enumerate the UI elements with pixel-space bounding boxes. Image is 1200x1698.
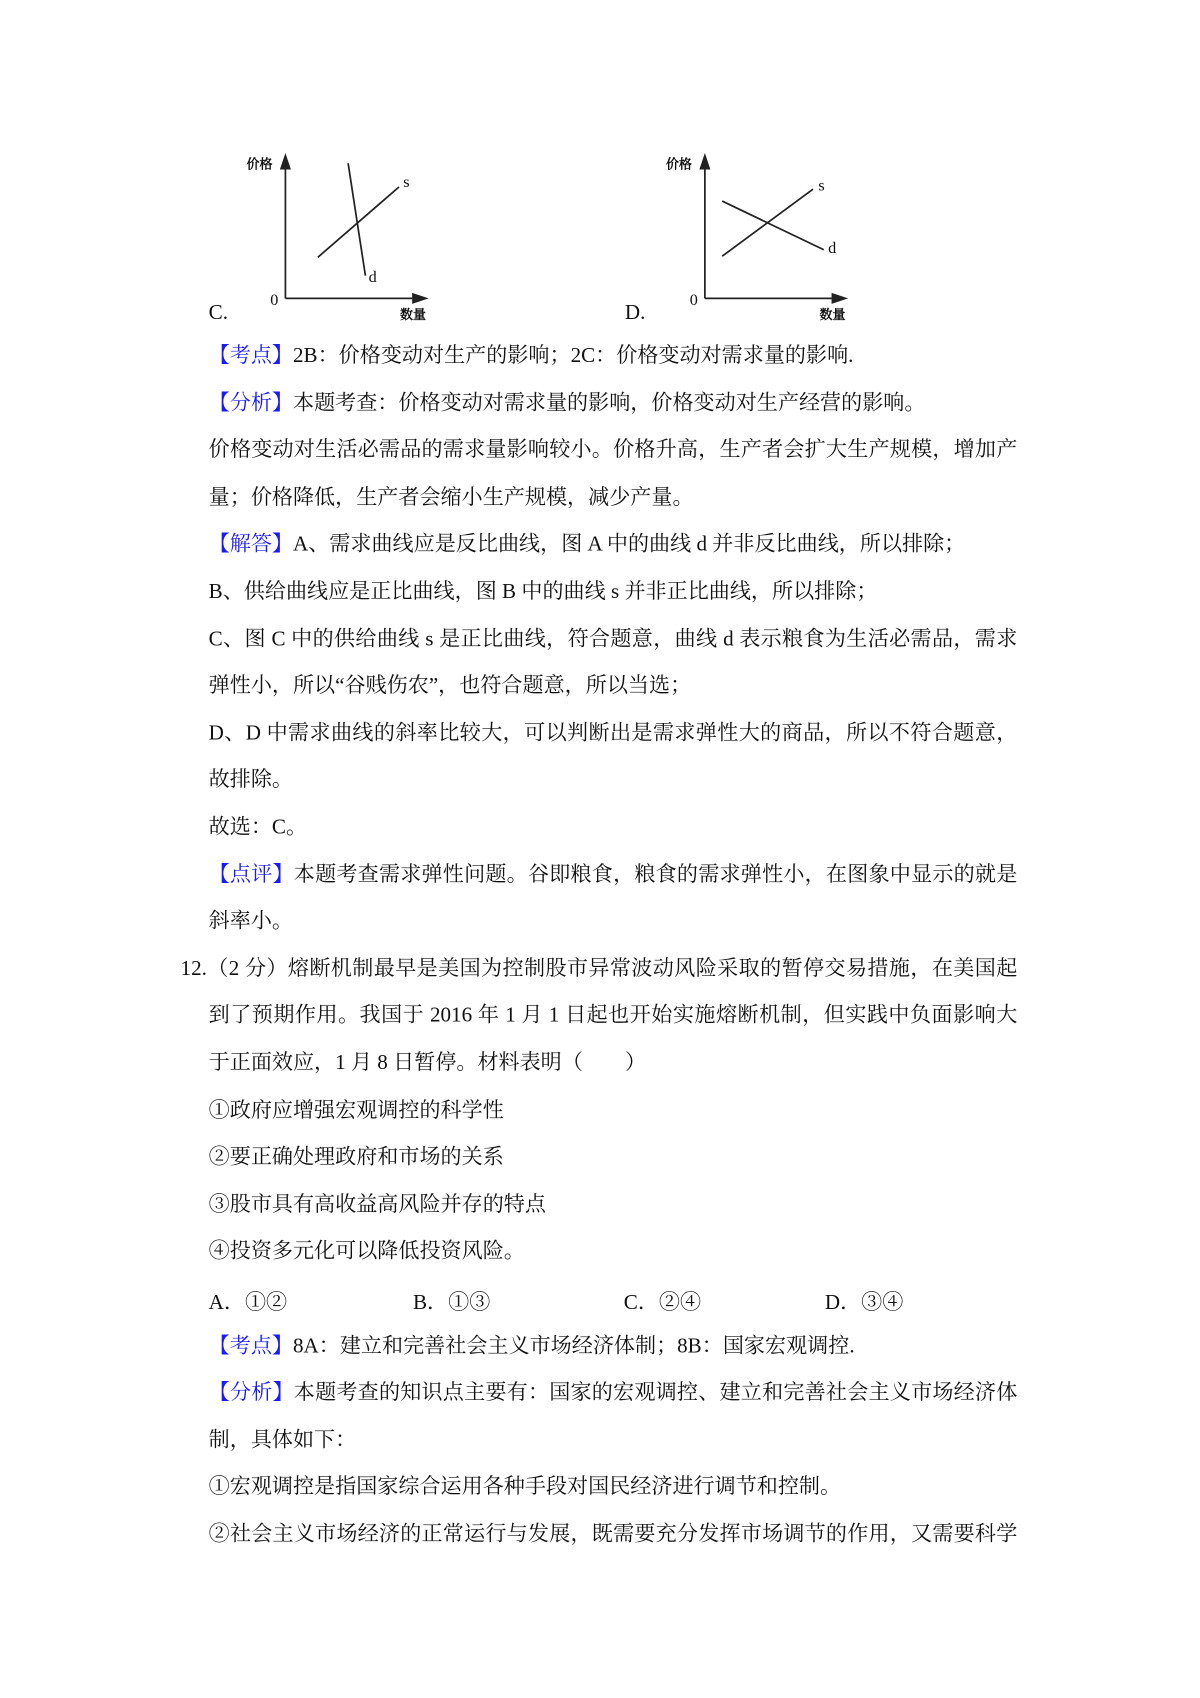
figure-c-supply-label: s [403, 174, 410, 192]
figure-d-origin: 0 [689, 291, 698, 310]
section-tag: 【考点】 [208, 344, 293, 368]
line-text: 到了预期作用。我国于 2016 年 1 月 1 日起也开始实施熔断机制，但实践中负面影响大 [208, 1004, 1018, 1028]
choice-a[interactable]: A．①② [208, 1291, 288, 1315]
text-line [181, 955, 1018, 983]
text-line [209, 908, 1018, 936]
figure-c-origin: 0 [270, 291, 279, 310]
text-line [209, 531, 1018, 559]
figure-c-supply-demand-graph [195, 141, 454, 325]
line-text: 本题考查需求弹性问题。谷即粮食，粮食的需求弹性小，在图象中显示的就是 [293, 863, 1018, 887]
line-text: 8A：建立和完善社会主义市场经济体制；8B：国家宏观调控. [292, 1334, 855, 1358]
text-line [209, 1003, 1018, 1031]
line-text: 价格变动对生活必需品的需求量影响较小。价格升高，生产者会扩大生产规模，增加产 [208, 439, 1018, 462]
line-text: 故选：C。 [208, 816, 308, 839]
section-tag: 【分析】 [208, 392, 293, 415]
figure-c-y-label: 价格 [246, 156, 273, 172]
text-line [209, 578, 1018, 606]
text-line [209, 1050, 1018, 1078]
text-line [209, 1144, 1018, 1172]
text-line [209, 1427, 1018, 1455]
section-tag: 【考点】 [208, 1334, 293, 1358]
text-line [209, 343, 1018, 371]
choice-c[interactable]: C．②④ [623, 1291, 702, 1315]
figure-c-x-label: 数量 [400, 307, 426, 323]
line-text: C、图 C 中的供给曲线 s 是正比曲线，符合题意，曲线 d 表示粮食为生活必需品，需求 [208, 627, 1018, 651]
text-line [209, 1521, 1018, 1549]
y-axis-arrow [701, 156, 710, 169]
text-line [209, 861, 1018, 889]
supply-line [318, 187, 399, 257]
text-line [209, 1097, 1018, 1125]
text-line [209, 720, 1018, 748]
line-text: ①政府应增强宏观调控的科学性 [208, 1099, 504, 1122]
choice-b[interactable]: B．①③ [412, 1291, 491, 1315]
text-line [209, 673, 1018, 701]
text-line [209, 1333, 1018, 1361]
text-line [209, 484, 1018, 512]
line-text: 本题考查的知识点主要有：国家的宏观调控、建立和完善社会主义市场经济体 [293, 1381, 1018, 1405]
line-text: A、需求曲线应是反比曲线，图 A 中的曲线 d 并非反比曲线，所以排除； [292, 533, 966, 557]
text-line [209, 1380, 1018, 1408]
figure-c-option-label: C. [208, 301, 228, 325]
figure-c-demand-label: d [368, 269, 377, 287]
figure-d-demand-label: d [828, 240, 837, 258]
line-text: 弹性小，所以“谷贱伤农”，也符合题意，所以当选； [208, 674, 692, 698]
y-axis-arrow [281, 156, 290, 169]
text-line [209, 1474, 1018, 1502]
text-line [209, 390, 1018, 418]
line-text: ②社会主义市场经济的正常运行与发展，既需要充分发挥市场调节的作用，又需要科学 [208, 1523, 1018, 1546]
x-axis-arrow [832, 294, 845, 303]
line-text: D、D 中需求曲线的斜率比较大，可以判断出是需求弹性大的商品，所以不符合题意， [208, 721, 1018, 745]
line-text: ③股市具有高收益高风险并存的特点 [208, 1193, 546, 1217]
demand-line [722, 201, 824, 250]
line-text: ①宏观调控是指国家综合运用各种手段对国民经济进行调节和控制。 [208, 1476, 842, 1499]
figure-d-supply-demand-graph [616, 141, 875, 325]
line-text: 本题考查：价格变动对需求量的影响，价格变动对生产经营的影响。 [292, 392, 926, 415]
line-text: 2B：价格变动对生产的影响；2C：价格变动对需求量的影响. [292, 344, 854, 368]
line-text: 故排除。 [208, 769, 293, 792]
text-line [209, 626, 1018, 654]
line-text: 12.（2 分）熔断机制最早是美国为控制股市异常波动风险采取的暂停交易措施，在美国起 [180, 957, 1018, 981]
text-line [209, 1191, 1018, 1219]
section-tag: 【点评】 [208, 863, 294, 887]
figure-d-x-label: 数量 [819, 307, 846, 323]
section-tag: 【解答】 [208, 533, 293, 557]
line-text: 制，具体如下： [208, 1428, 357, 1452]
text-line [209, 814, 1018, 842]
line-text: B、供给曲线应是正比曲线，图 B 中的曲线 s 并非正比曲线，所以排除； [208, 580, 878, 604]
line-text: ④投资多元化可以降低投资风险。 [208, 1240, 525, 1264]
x-axis-arrow [413, 294, 426, 303]
line-text: ②要正确处理政府和市场的关系 [208, 1146, 504, 1169]
choice-d[interactable]: D．③④ [824, 1291, 904, 1315]
figure-d-option-label: D. [624, 301, 646, 325]
line-text: 于正面效应，1 月 8 日暂停。材料表明（ ） [208, 1051, 647, 1075]
text-line [209, 767, 1018, 795]
section-tag: 【分析】 [208, 1381, 294, 1405]
text-line [209, 437, 1018, 465]
line-text: 斜率小。 [208, 910, 293, 934]
line-text: 量；价格降低，生产者会缩小生产规模，减少产量。 [208, 486, 694, 509]
figure-d-supply-label: s [818, 177, 825, 195]
text-line [209, 1238, 1018, 1266]
figure-d-y-label: 价格 [665, 156, 692, 172]
